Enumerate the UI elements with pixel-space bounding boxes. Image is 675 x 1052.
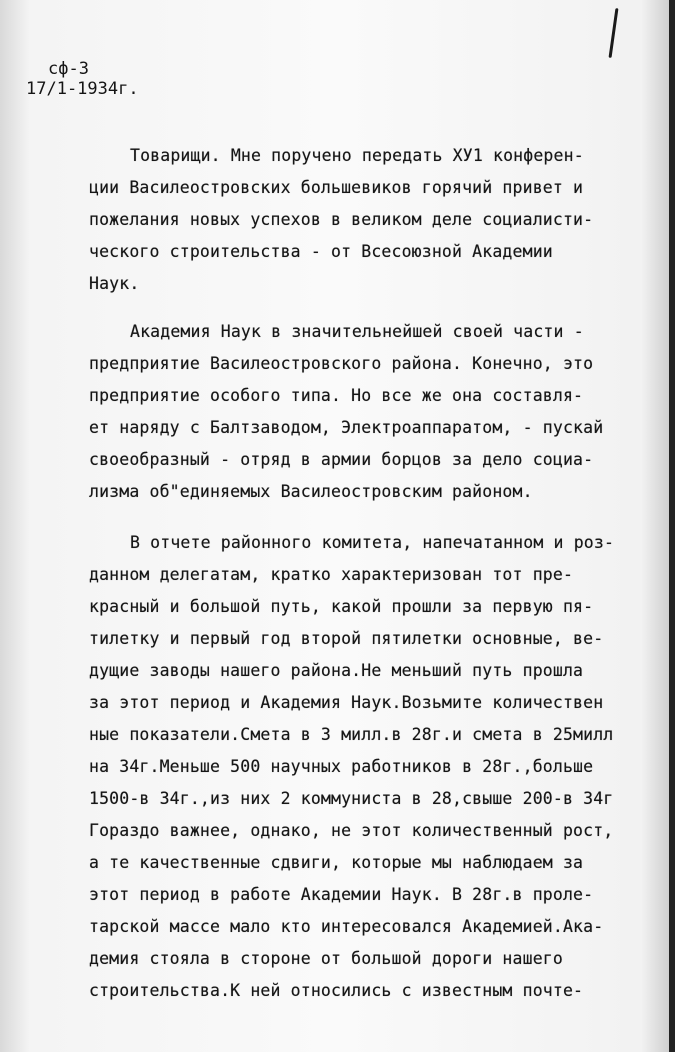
text-line: демия стояла в стороне от большой дороги нашего	[89, 949, 563, 968]
text-line: дущие заводы нашего района.Не меньший путь прошла	[89, 661, 584, 680]
text-line: тилетку и первый год второй пятилетки основные, ве-	[89, 629, 604, 648]
text-line: за этот период и Академия Наук.Возьмите количествен	[89, 693, 604, 712]
text-line: ные показатели.Смета в 3 милл.в 28г.и смета в 25милл	[89, 725, 614, 744]
text-line: пожелания новых успехов в великом деле социалисти-	[89, 210, 594, 229]
text-line: этот период в работе Академии Наук. В 28г.в проле-	[89, 885, 594, 904]
text-line: своеобразный - отряд в армии борцов за дело социа-	[89, 450, 594, 469]
text-line: на 34г.Меньше 500 научных работников в 28г.,больше	[89, 757, 594, 776]
text-line: тарской массе мало кто интересовался Академией.Ака-	[89, 917, 604, 936]
text-line: предприятие особого типа. Но все же она составля-	[89, 386, 584, 405]
document-date: 17/1-1934г.	[26, 79, 139, 99]
text-line: лизма об"единяемых Василеостровским районом.	[89, 482, 533, 501]
text-line: Академия Наук в значительнейшей своей части -	[130, 322, 584, 341]
text-line: ции Василеостровских большевиков горячий привет и	[89, 178, 584, 197]
text-line: ет наряду с Балтзаводом, Электроаппаратом, - пускай	[89, 418, 604, 437]
text-line: Товарищи. Мне поручено передать XУ1 конферен-	[130, 146, 584, 165]
text-line: В отчете районного комитета, напечатанном и роз-	[130, 533, 615, 552]
text-line: предприятие Василеостровского района. Конечно, это	[89, 354, 594, 373]
handwritten-pen-mark	[609, 8, 619, 58]
text-line: а те качественные сдвиги, которые мы наблюдаем за	[89, 853, 584, 872]
text-line: Наук.	[89, 274, 140, 293]
text-line: Гораздо важнее, однако, не этот количественный рост,	[89, 821, 614, 840]
text-line: строительства.К ней относились с известным почте-	[89, 981, 584, 1000]
text-line: красный и большой путь, какой прошли за первую пя-	[89, 597, 594, 616]
text-line: 1500-в 34г.,из них 2 коммуниста в 28,свыше 200-в 34г	[89, 789, 614, 808]
text-line: данном делегатам, кратко характеризован тот пре-	[89, 565, 574, 584]
scan-edge-shadow	[669, 0, 675, 1052]
document-code: сф-3	[48, 59, 89, 79]
text-line: ческого строительства - от Всесоюзной Академии	[89, 242, 553, 261]
